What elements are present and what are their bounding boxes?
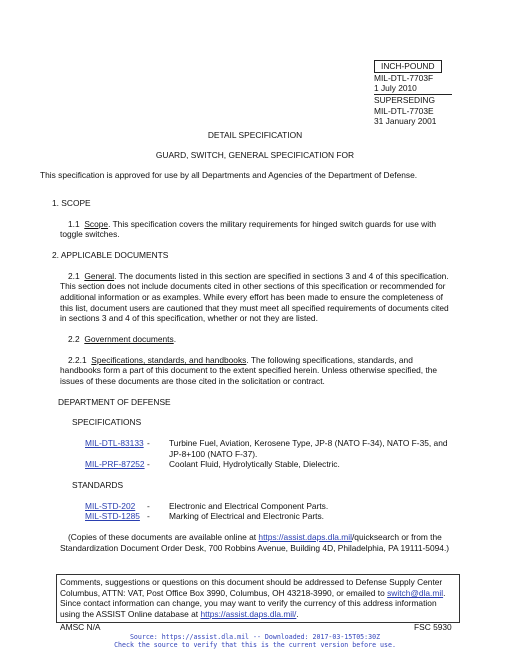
- standards-list: [85, 501, 455, 522]
- list-dash: -: [147, 511, 150, 522]
- paragraph-2-1-title: General: [84, 270, 115, 281]
- list-item: [85, 459, 455, 470]
- paragraph-2-2-1-text: . The following specifications, standards, and handbooks form a part of this document to the extent specified herein. Unless otherwise specified, the issues of these documents are those cited in the solicitation or contract.: [60, 354, 438, 387]
- paragraph-2-2-1-number: 2.2.1: [68, 354, 87, 365]
- source-verify-line: Check the source to verify that this is the current version before use.: [114, 641, 396, 650]
- paragraph-1-1: [60, 219, 455, 240]
- paragraph-2-2: [60, 334, 455, 345]
- copies-note-address: /quicksearch or from the Standardization Document Order Desk, 700 Robbins Avenue, Building 4D, Philadelphia, PA 19111-5094.): [60, 532, 450, 553]
- spec-link-mil-prf-87252[interactable]: MIL-PRF-87252: [85, 459, 145, 470]
- section-1-heading: 1. SCOPE: [52, 198, 91, 208]
- spec-description: Turbine Fuel, Aviation, Kerosene Type, JP-8 (NATO F-34), NATO F-35, and JP-8+100 (NATO F-37).: [169, 438, 448, 459]
- section-2-heading: 2. APPLICABLE DOCUMENTS: [52, 250, 169, 261]
- std-description: Electronic and Electrical Component Parts.: [169, 500, 329, 511]
- std-description: Marking of Electrical and Electronic Parts.: [169, 511, 324, 522]
- paragraph-2-2-title: Government documents: [84, 334, 174, 345]
- list-item: [85, 511, 455, 522]
- document-date: 1 July 2010: [374, 83, 417, 94]
- paragraph-2-1: [60, 271, 455, 324]
- document-header: [374, 60, 454, 127]
- spec-description: Coolant Fluid, Hydrolytically Stable, Dielectric.: [169, 459, 340, 470]
- paragraph-1-1-number: 1.1: [68, 218, 80, 229]
- specifications-list: [85, 438, 455, 470]
- standards-heading: STANDARDS: [72, 480, 124, 491]
- assist-quicksearch-link[interactable]: https://assist.daps.dla.mil: [258, 532, 352, 543]
- list-dash: -: [147, 438, 150, 449]
- comments-box: [56, 574, 460, 623]
- list-dash: -: [147, 500, 150, 511]
- paragraph-2-1-number: 2.1: [68, 270, 80, 281]
- spec-link-mil-dtl-83133[interactable]: MIL-DTL-83133: [85, 438, 144, 449]
- email-link[interactable]: switch@dla.mil: [387, 587, 444, 598]
- amsc-label: AMSC N/A: [60, 622, 101, 632]
- paragraph-2-2-1-title: Specifications, standards, and handbooks: [91, 354, 247, 365]
- paragraph-2-2-1: [60, 355, 455, 387]
- comments-end: .: [296, 609, 299, 620]
- specifications-heading: SPECIFICATIONS: [72, 417, 142, 428]
- source-download-line: Source: https://assist.dla.mil -- Downloaded: 2017-03-15T05:30Z: [129, 633, 381, 641]
- paragraph-2-2-end: .: [173, 334, 177, 345]
- paragraph-1-1-title: Scope: [84, 218, 109, 229]
- fsc-label: FSC 5930: [414, 622, 452, 632]
- paragraph-2-1-text: . The documents listed in this section are specified in sections 3 and 4 of this specification. This section does not include documents cited in other sections of this specification or recommended for additional information or as examples. While every effort has been made to ensure the completeness of this list, document users are cautioned that they must meet all specified requirements of documents cited in sections 3 and 4 of this specification, whether or not they are listed.: [60, 270, 449, 324]
- std-link-mil-std-202[interactable]: MIL-STD-202: [85, 500, 136, 511]
- document-body: [52, 198, 455, 553]
- spec-subject-title: GUARD, SWITCH, GENERAL SPECIFICATION FOR: [155, 150, 355, 160]
- std-link-mil-std-1285[interactable]: MIL-STD-1285: [85, 511, 140, 522]
- source-notice: [0, 633, 510, 649]
- assist-online-link[interactable]: https://assist.daps.dla.mil/: [200, 609, 297, 620]
- paragraph-2-2-number: 2.2: [68, 334, 80, 345]
- superseding-label: SUPERSEDING: [374, 94, 452, 106]
- approval-statement: This specification is approved for use by all Departments and Agencies of the Department of Defense.: [40, 170, 418, 180]
- copies-note: [60, 532, 455, 553]
- list-item: [85, 438, 455, 459]
- dod-heading: DEPARTMENT OF DEFENSE: [58, 396, 171, 407]
- superseded-document-number: MIL-DTL-7703E: [374, 105, 434, 116]
- document-number: MIL-DTL-7703F: [374, 72, 434, 83]
- inch-pound-label: INCH-POUND: [374, 60, 442, 73]
- comments-text: Comments, suggestions or questions on this document should be addressed to Defense Supply Center Columbus, ATTN: VAT, Post Office Box 3990, Columbus, OH 43218-3990, or emailed to: [60, 577, 443, 598]
- list-dash: -: [147, 459, 150, 470]
- superseded-document-date: 31 January 2001: [374, 116, 437, 127]
- copies-note-text: (Copies of these documents are available online at: [68, 532, 259, 543]
- comments-text-continued: . Since contact information can change, you may want to verify the currency of this address information using the ASSIST Online database at: [60, 587, 446, 620]
- paragraph-1-1-text: . This specification covers the military requirements for hinged switch guards for use with toggle switches.: [60, 218, 437, 240]
- spec-type-title: DETAIL SPECIFICATION: [207, 130, 303, 140]
- list-item: [85, 501, 455, 512]
